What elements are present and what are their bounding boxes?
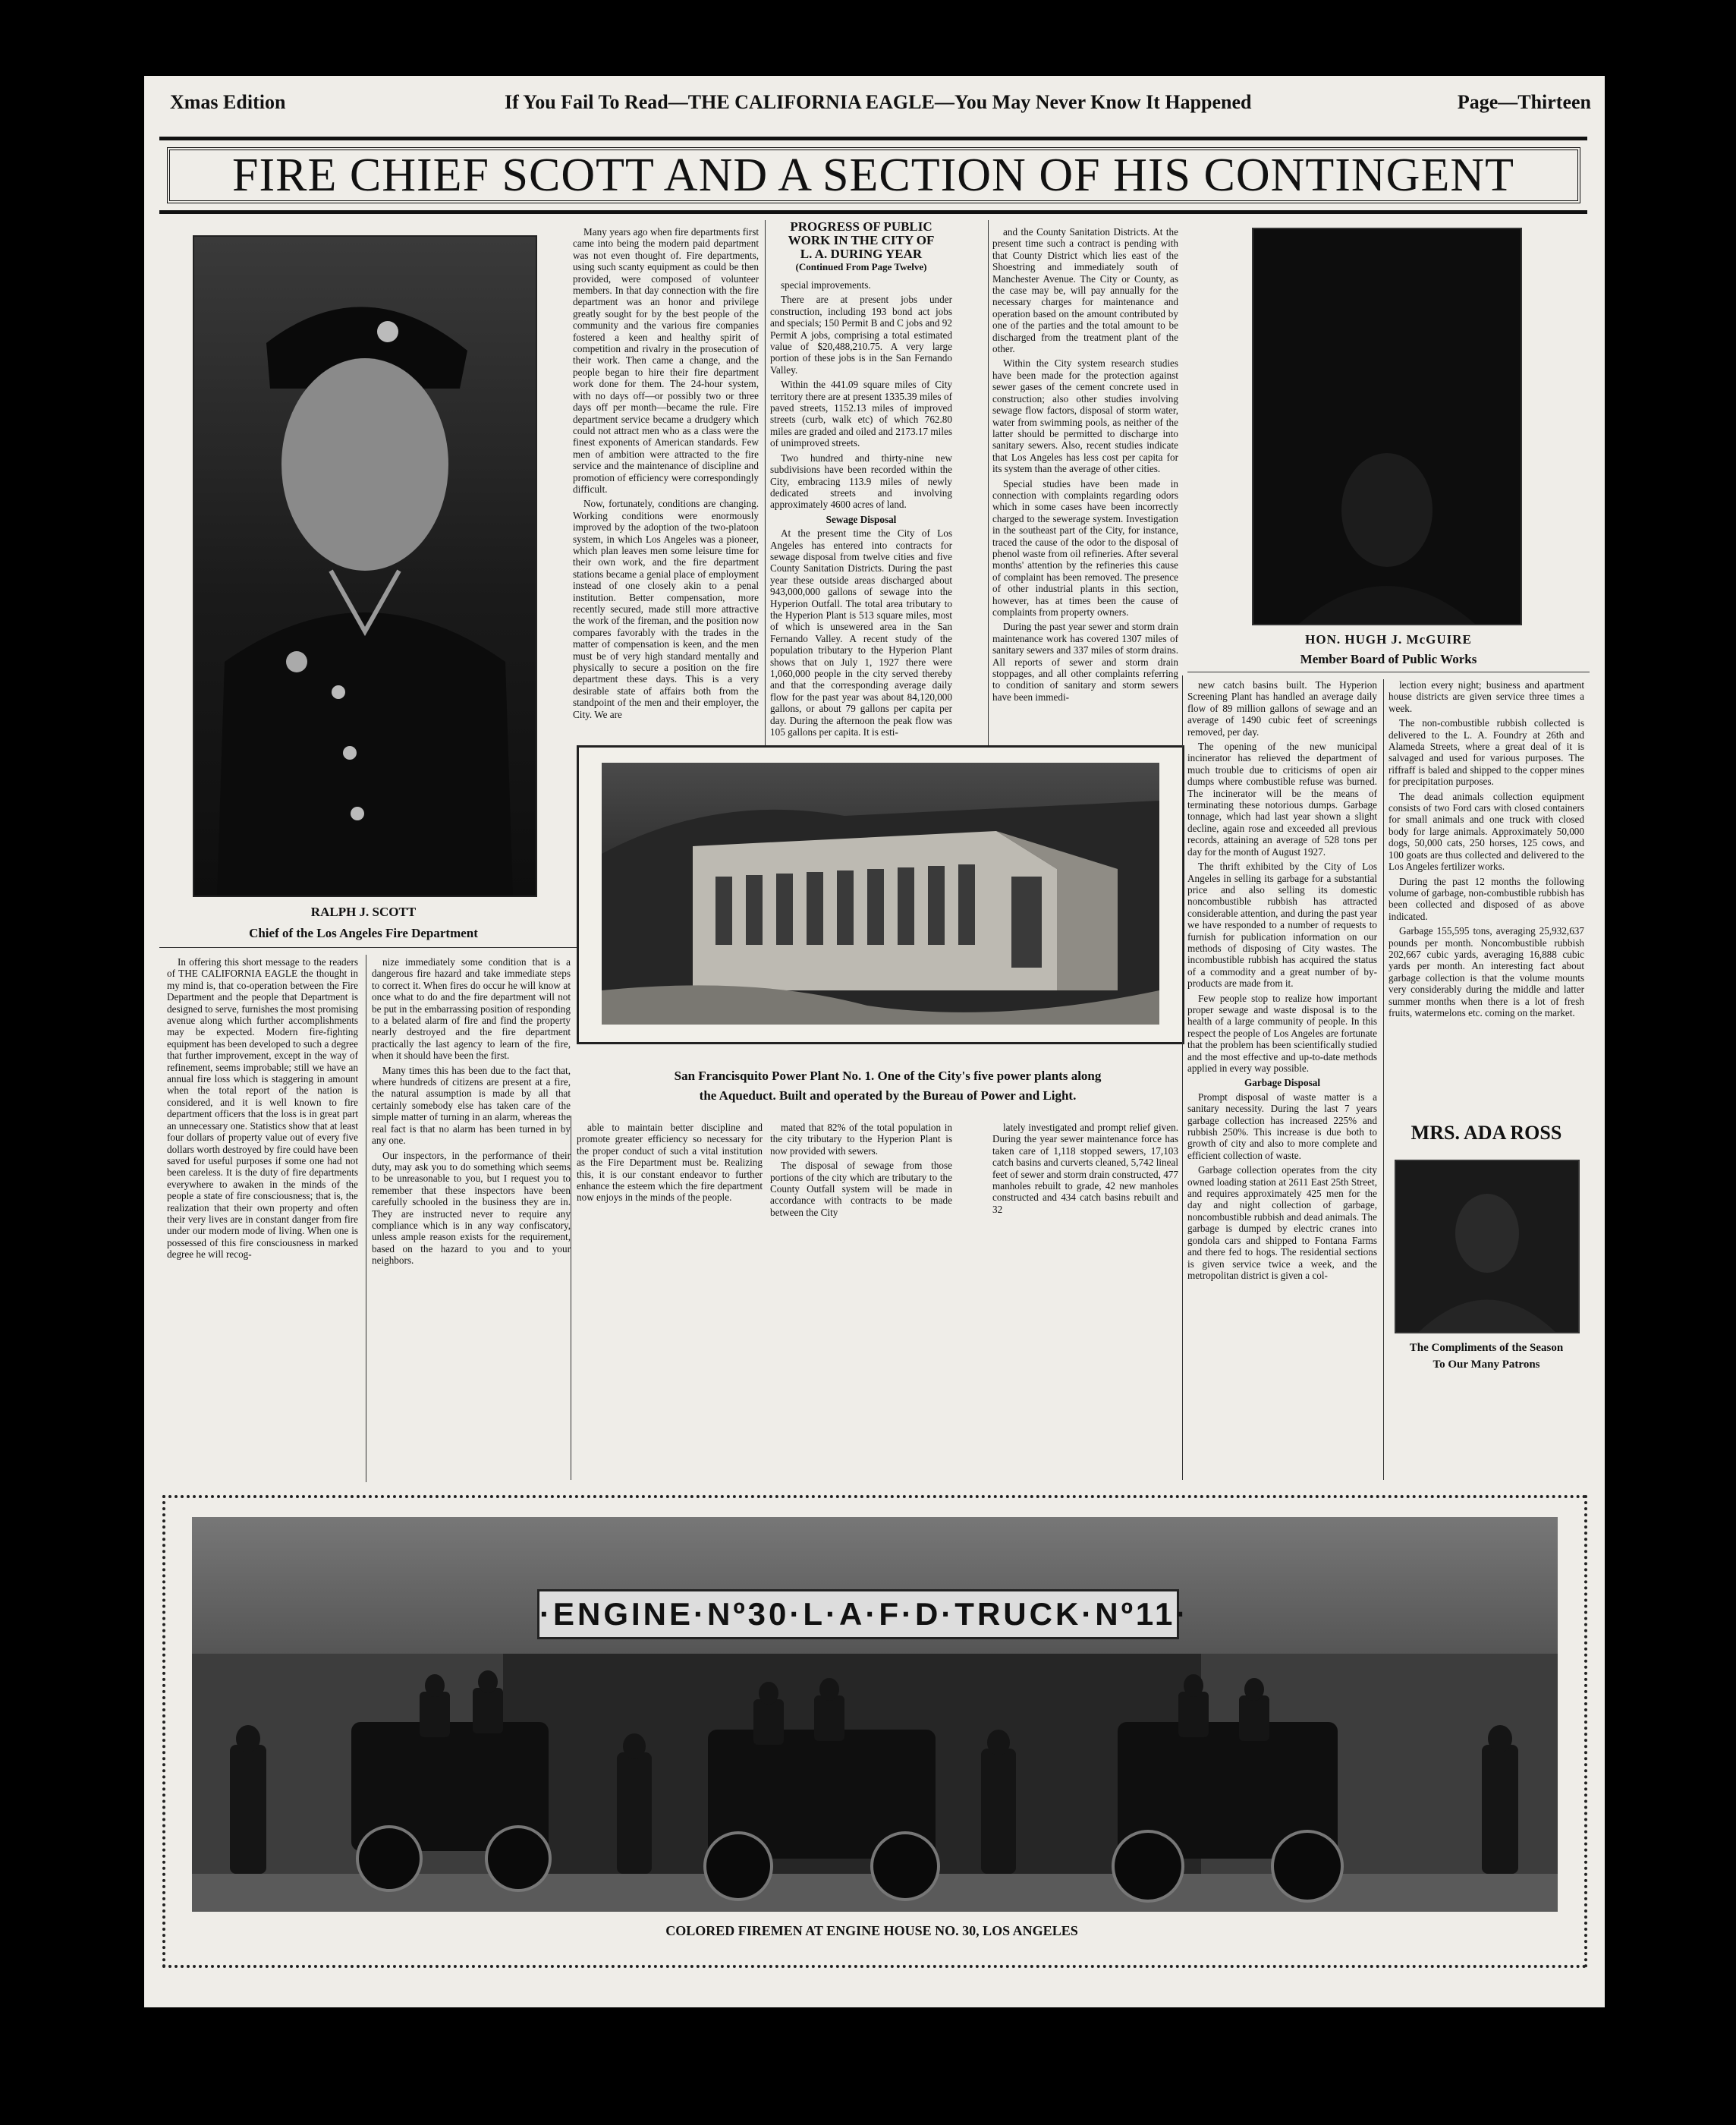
paragraph: The disposal of sewage from those portions of the city which are tributary to the County Outfall system will be made in accordance with contracts to be made between the City — [770, 1160, 952, 1218]
portrait-ada-ross — [1395, 1160, 1580, 1333]
firemen-and-trucks — [192, 1517, 1558, 1912]
column-rule — [765, 220, 766, 827]
power-plant-caption-line1: San Francisquito Power Plant No. 1. One of the City's five power plants along — [674, 1069, 1102, 1083]
column-rule — [1182, 675, 1183, 1480]
banner-headline-box — [159, 137, 1587, 214]
newspaper-page — [144, 76, 1605, 2007]
column-rule — [988, 220, 989, 827]
paragraph: Now, fortunately, conditions are changing. Working conditions were enormously improved by the adoption of the two-platoon system, in which Los Angeles was a pioneer, which plan leaves men some leisure time for their own work, and the fire department stations became a genial place of employment instead of one closely akin to a penal institution. Better compensation, more recently secured, made still more attractive the work of the fireman, and the position now compares favorably with the trades in the matter of compensation is keen, and the men must be of very high standard mentally and physically to secure a position on the fire department these days. This is a very desirable state of affairs both from the standpoint of the men and their employer, the City. We are — [573, 498, 759, 720]
paragraph: and the County Sanitation Districts. At the present time such a contract is pending with that County District which lies east of the Shoestring and immediately south of Manchester Avenue. The City or County, as the case may be, will pay annually for the necessary charges for maintenance and operation based on the amount contributed by one of the parties and the total amount to be discharged from the treatment plant of the other. — [992, 226, 1178, 355]
progress-headline-box — [770, 220, 952, 273]
paragraph: At the present time the City of Los Angeles has entered into contracts for sewage disposal from twelve cities and five County Sanitation Districts. During the past year these outside areas discharged about 943,000,000 gallons of sewage into the Hyperion Outfall. The total area tributary to the Hyperion Plant is 513 square miles, most of which is unsewered area in the San Fernando Valley. A recent study of the population tributary to the Hyperion Plant shows that on July 1, 1927 there were 1,060,000 people in the city served thereby and that the corresponding average daily flow for the past year was about 84,120,000 gallons, or about 79 gallons per capita per day. During the afternoon the peak flow was 105 gallons per capita. It is esti- — [770, 527, 952, 738]
subhead-sewage: Sewage Disposal — [826, 513, 897, 525]
paragraph: able to maintain better discipline and promote greater efficiency so necessary for the proper conduct of such a vital institution as the Fire Department must be. Realizing this, it is our constant endeavor to further enhance the esteem which the fire department now enjoys in the minds of the people. — [577, 1122, 763, 1204]
paragraph: The non-combustible rubbish collected is delivered to the L. A. Foundry at 26th and Alameda Streets, where a great deal of it is salvaged and used for various purposes. The riffraff is baled and shipped to the copper mines for precipitation purposes. — [1388, 717, 1584, 788]
portrait-silhouette — [1253, 229, 1521, 624]
ross-name-heading: MRS. ADA ROSS — [1410, 1122, 1562, 1144]
paragraph: Many years ago when fire departments first came into being the modern paid department was not even thought of. Fire departments, using such scanty equipment as could be then provided, were composed of volunteer members. In that day connection with the fire department was an honor and privilege greatly sought for by the best people of the community and the various fire companies fostered a keen and healthy spirit of competition and rivalry in the prosecution of their work. Then came a change, and the people began to hire their fire department work done for them. The 24-hour system, with no days off—or possibly two or three days off per month—became the rule. Fire department service became a drudgery which could not attract men who as a class were the finest exponents of American standards. Few men of ambition were attracted to the fire service and the maintenance of discipline and promotion of efficiency were correspondingly difficult. — [573, 226, 759, 495]
paragraph: lately investigated and prompt relief given. During the year sewer maintenance force has taken care of 1,118 stopped sewers, 17,103 catch basins and curverts cleaned, 5,742 lineal feet of sewer and storm drain constructed, 477 manholes rebuilt to grade, 42 new manholes constructed and 434 catch basins rebuilt and 32 — [992, 1122, 1178, 1215]
paragraph: lection every night; business and apartment house districts are given service three times a week. — [1388, 679, 1584, 714]
power-plant-frame — [577, 745, 1184, 1044]
scott-title-caption: Chief of the Los Angeles Fire Department — [249, 926, 478, 940]
power-plant-photo — [602, 763, 1159, 1025]
portrait-silhouette — [1396, 1161, 1578, 1332]
engine-house-caption: COLORED FIREMEN AT ENGINE HOUSE NO. 30, LOS ANGELES — [665, 1923, 1078, 1938]
paragraph: Two hundred and thirty-nine new subdivisions have been recorded within the City, embracing 113.9 miles of newly dedicated streets and involving approximately 4600 acres of land. — [770, 452, 952, 511]
paragraph: new catch basins built. The Hyperion Screening Plant has handled an average daily flow of 89 million gallons of sewage and an average of 1490 cubic feet of screenings removed, per day. — [1187, 679, 1377, 738]
power-plant-caption-line2: the Aqueduct. Built and operated by the Bureau of Power and Light. — [699, 1088, 1077, 1103]
article-sewers — [770, 1122, 952, 1478]
progress-headline: PROGRESS OF PUBLIC — [790, 219, 932, 234]
portrait-hugh-mcguire — [1252, 228, 1522, 625]
column-rule — [1383, 679, 1384, 1480]
paragraph: Many times this has been due to the fact that, where hundreds of citizens are present at a fire, the natural assumption is made by all that certainly somebody else has taken care of the simple matter of turning in an alarm, whereas the real fact is that no alarm has been turned in by any one. — [372, 1064, 571, 1147]
paragraph: The thrift exhibited by the City of Los Angeles in selling its garbage for a substantial price and also selling its domestic noncombustible rubbish has attracted considerable attention, and during the past year we have responded to a number of requests to furnish for publication information on our methods of disposing of City wastes. The incombustible rubbish has acquired the status of a commodity and a great number of by-products are made from it. — [1187, 861, 1377, 990]
paragraph: The dead animals collection equipment consists of two Ford cars with closed containers for small animals and one truck with closed body for large animals. Approximately 50,000 dogs, 50,000 cats, 250 horses, 125 cows, and 100 goats are thus collected and delivered to the Los Angeles fertilizer works. — [1388, 790, 1584, 873]
article-garbage — [1187, 679, 1377, 1480]
article-sanitation — [992, 226, 1178, 830]
article-scott-message-cont — [372, 956, 571, 1480]
paragraph: Within the City system research studies have been made for the protection against sewer gases of the cement concrete used in construction; also other studies involving sewage flow factors, disposal of storm water, water from swimming pools, as neither of the latter should be permitted to discharge into sanitary sewers. Also, recent studies indicate that Los Angeles has less cost per capita for its system than the average of other cities. — [992, 357, 1178, 475]
article-discipline — [577, 1122, 763, 1478]
paragraph: In offering this short message to the readers of THE CALIFORNIA EAGLE the thought in my mind is, that co-operation between the Fire Department and the people that Department is designed to serve, furnishes the most promising avenue along which further accomplishments may be expected. Modern fire-fighting equipment has been developed to such a degree that further improvement, except in the way of refinement, seems improbable; still we have an annual fire loss which is staggering in amount when the total report of the nation is considered, and it is well known to fire department officers that the loss is in great part an unnecessary one. Statistics show that at least four dollars of property value out of every five dollars worth destroyed by fire could have been saved for useful purposes if some one had not been careless. It is the duty of fire departments everywhere to awaken in the minds of the people a state of fire consciousness; that is, the realization that their own property and often their very lives are in constant danger from fire under our modern mode of living. When one is possessed of this fire consciousness in marked degree he will recog- — [167, 956, 358, 1261]
portrait-ralph-scott — [193, 235, 537, 897]
power-plant-building — [602, 763, 1159, 1025]
progress-headline: WORK IN THE CITY OF — [788, 233, 935, 247]
paragraph: During the past 12 months the following volume of garbage, non-combustible rubbish has been collected and disposed of as above indicated. — [1388, 875, 1584, 922]
article-scott-message — [167, 956, 358, 1480]
paragraph: nize immediately some condition that is a dangerous fire hazard and take immediate steps to correct it. When fires do occur he will know at once what to do and the fire department will not be put in the embarrassing position of responding to a belated alarm of fire and find the property nearly destroyed and the fire department practically the last agency to learn of the fire, when it should have been the first. — [372, 956, 571, 1062]
subhead-garbage: Garbage Disposal — [1244, 1077, 1320, 1089]
paragraph: During the past year sewer and storm drain maintenance work has covered 1307 miles of sanitary sewers and 337 miles of storm drains. All reports of sewer and storm drain stoppages, and all other complaints referring to condition of sanitary and storm sewers have been immedi- — [992, 621, 1178, 703]
banner-headline: FIRE CHIEF SCOTT AND A SECTION OF HIS CONTINGENT — [232, 149, 1514, 201]
ross-caption-line2: To Our Many Patrons — [1433, 1358, 1540, 1371]
mcguire-title-caption: Member Board of Public Works — [1300, 652, 1477, 666]
engine-photo-frame — [162, 1495, 1587, 1968]
progress-headline: L. A. DURING YEAR — [800, 247, 923, 261]
scott-name-caption: RALPH J. SCOTT — [310, 905, 417, 919]
running-headline: If You Fail To Read—THE CALIFORNIA EAGLE—You May Never Know It Happened — [505, 91, 1252, 113]
paragraph: The opening of the new municipal incinerator has relieved the department of much trouble due to criticisms of open air dumps where combustible refuse was burned. The incinerator will be the means of terminating these notorious dumps. Garbage tonnage, which had last year shown a slight decline, again rose and exceeded all previous records, attaining an average of 528 tons per day for the month of August 1927. — [1187, 741, 1377, 858]
paragraph: Garbage 155,595 tons, averaging 25,932,637 pounds per month. Noncombustible rubbish 202,667 cubic yards, averaging 16,888 cubic yards per month. An interesting fact about garbage collection is that the volume mounts very considerably during the middle and latter summer months when there is a lot of fresh fruits, watermelons etc. coming on the market. — [1388, 925, 1584, 1018]
paragraph: Garbage collection operates from the city owned loading station at 2611 East 25th Street, and requires approximately 425 men for the day and night collection of garbage, noncombustible rubbish and dead animals. The garbage is dumped by electric cranes into gondola cars and shipped to Fontana Farms and there fed to hogs. The residential sections is given service twice a week, and the metropolitan district is given a col- — [1187, 1164, 1377, 1281]
continued-note: (Continued From Page Twelve) — [795, 261, 927, 272]
paragraph: Our inspectors, in the performance of their duty, may ask you to do something which seems to be unreasonable to you, but I request you to remember that these inspectors have been carefully schooled in the business they are in. They are instructed never to require any compliance which is in any way confiscatory, unless ample reason exists for the requirement, based on the hazard to you and to your neighbors. — [372, 1149, 571, 1267]
paragraph: mated that 82% of the total population in the city tributary to the Hyperion Plant is now provided with sewers. — [770, 1122, 952, 1157]
paragraph: Special studies have been made in connection with complaints regarding odors which in some cases have been incorrectly charged to the sewerage system. Investigation in the southeast part of the City, for instance, traced the cause of the odor to the disposal of phenol waste from oil refineries. After several months' attention by the refineries this cause of complaint has been removed. The presence of other industrial plants in this section, however, has at times been the cause of complaints from property owners. — [992, 477, 1178, 618]
paragraph: Prompt disposal of waste matter is a sanitary necessity. During the last 7 years garbage collection has increased 225% and rubbish 250%. This increase is due both to growth of city and also to more complete and efficient collection of waste. — [1187, 1091, 1377, 1161]
portrait-silhouette — [194, 237, 536, 896]
paragraph: Within the 441.09 square miles of City territory there are at present 1335.39 miles of paved streets, 1152.13 miles of improved streets (curb, walk etc) of which 762.80 miles are graded and oiled and 2173.17 miles of unimproved streets. — [770, 379, 952, 449]
paragraph: Few people stop to realize how important proper sewage and waste disposal is to the health of a large community of people. In this respect the people of Los Angeles are fortunate that the problem has been scientifically studied and the most effective and up-to-date methods applied in every way possible. — [1187, 992, 1377, 1074]
paragraph: There are at present jobs under construction, including 193 bond act jobs and specials; 150 Permit B and C jobs and 92 Permit A jobs, comprising a total estimated value of $20,488,210.75. A very large portion of these jobs is in the San Fernando Valley. — [770, 294, 952, 376]
page-number: Page—Thirteen — [1457, 91, 1591, 113]
paragraph: special improvements. — [781, 279, 871, 291]
section-rule — [159, 947, 577, 948]
article-rubbish — [1388, 679, 1584, 1116]
ross-caption-line1: The Compliments of the Season — [1409, 1342, 1564, 1354]
edition-label: Xmas Edition — [170, 91, 286, 113]
mcguire-name-caption: HON. HUGH J. McGUIRE — [1305, 632, 1472, 647]
engine-house-photo — [192, 1517, 1558, 1912]
article-maintenance — [992, 1122, 1178, 1478]
article-fire-dept-history — [573, 226, 759, 830]
engine-house-sign: ·ENGINE·Nº30·L·A·F·D·TRUCK·Nº11· — [537, 1589, 1179, 1639]
